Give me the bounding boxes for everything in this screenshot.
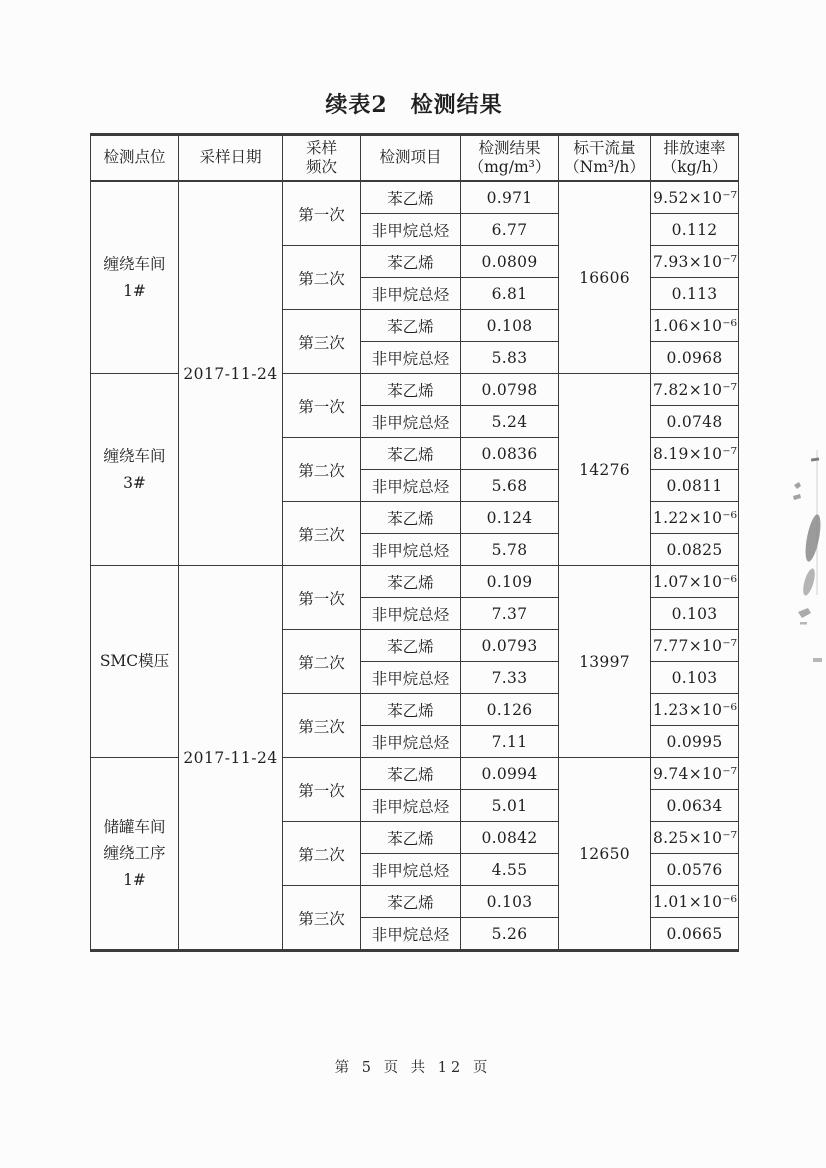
standard-dry-flow-cell — [559, 374, 651, 566]
sampling-frequency-cell — [283, 374, 361, 438]
emission-rate-cell-line: 0.103 — [671, 668, 718, 687]
detection-result-cell — [461, 181, 559, 214]
detection-result-cell-line: 0.124 — [486, 508, 533, 527]
emission-rate-cell — [651, 694, 739, 726]
detection-item-cell-line: 非甲烷总烃 — [371, 541, 450, 560]
detection-result-cell — [461, 470, 559, 502]
column-header-4 — [461, 135, 559, 182]
header-row — [91, 135, 739, 182]
emission-rate-cell-line: 0.0825 — [666, 540, 723, 559]
sampling-date-cell — [179, 181, 283, 566]
detection-item-cell-line: 非甲烷总烃 — [371, 605, 450, 624]
detection-item-cell-line: 非甲烷总烃 — [371, 349, 450, 368]
detection-result-cell-line: 7.37 — [491, 604, 528, 623]
detection-result-cell — [461, 438, 559, 470]
detection-item-cell-line: 非甲烷总烃 — [371, 413, 450, 432]
detection-item-cell — [361, 662, 461, 694]
column-header-1-line: 采样日期 — [199, 148, 262, 167]
detection-item-cell — [361, 854, 461, 886]
detection-result-cell — [461, 886, 559, 918]
emission-rate-cell-line: 0.0576 — [666, 860, 723, 879]
table-row — [91, 181, 739, 214]
monitoring-point-cell-line: 缠绕车间 — [103, 255, 166, 274]
detection-item-cell — [361, 310, 461, 342]
standard-dry-flow-cell — [559, 566, 651, 758]
emission-rate-cell — [651, 566, 739, 598]
detection-result-cell-line: 0.0798 — [481, 380, 538, 399]
sampling-frequency-cell-line: 第一次 — [298, 397, 345, 416]
standard-dry-flow-cell-line: 14276 — [579, 460, 630, 479]
column-header-4-line: 检测结果 — [478, 138, 541, 157]
detection-item-cell — [361, 374, 461, 406]
detection-result-cell — [461, 790, 559, 822]
sampling-frequency-cell-line: 第三次 — [298, 717, 345, 736]
detection-item-cell-line: 非甲烷总烃 — [371, 797, 450, 816]
monitoring-point-cell-line: SMC模压 — [99, 652, 170, 671]
detection-result-cell — [461, 630, 559, 662]
monitoring-point-cell-line: 1# — [123, 870, 146, 889]
sampling-frequency-cell — [283, 438, 361, 502]
column-header-0-line: 检测点位 — [103, 148, 166, 167]
standard-dry-flow-cell — [559, 758, 651, 951]
detection-result-cell — [461, 406, 559, 438]
detection-item-cell-line: 苯乙烯 — [387, 637, 434, 656]
emission-rate-cell-line: 1.01×10⁻⁶ — [653, 892, 738, 911]
detection-result-cell — [461, 822, 559, 854]
sampling-frequency-cell-line: 第三次 — [298, 909, 345, 928]
sampling-frequency-cell — [283, 758, 361, 822]
sampling-date-cell-line: 2017-11-24 — [183, 748, 278, 767]
monitoring-point-cell-line: 缠绕工序 — [103, 844, 166, 863]
column-header-5 — [559, 135, 651, 182]
emission-rate-cell — [651, 278, 739, 310]
emission-rate-cell — [651, 181, 739, 214]
emission-rate-cell-line: 9.52×10⁻⁷ — [653, 188, 738, 207]
detection-result-cell — [461, 246, 559, 278]
detection-item-cell — [361, 342, 461, 374]
sampling-frequency-cell — [283, 310, 361, 374]
detection-item-cell — [361, 470, 461, 502]
standard-dry-flow-cell — [559, 181, 651, 374]
page-title: 续表2 检测结果 — [325, 92, 503, 118]
results-table-header — [91, 135, 739, 182]
detection-result-cell-line: 7.11 — [491, 732, 528, 751]
detection-result-cell-line: 6.77 — [491, 220, 528, 239]
detection-item-cell-line: 苯乙烯 — [387, 573, 434, 592]
detection-result-cell-line: 4.55 — [491, 860, 528, 879]
results-table-body — [91, 181, 739, 951]
detection-result-cell-line: 5.68 — [491, 476, 528, 495]
detection-result-cell — [461, 310, 559, 342]
standard-dry-flow-cell-line: 13997 — [579, 652, 630, 671]
emission-rate-cell — [651, 886, 739, 918]
detection-item-cell — [361, 790, 461, 822]
detection-item-cell — [361, 534, 461, 566]
emission-rate-cell — [651, 246, 739, 278]
sampling-frequency-cell-line: 第一次 — [298, 589, 345, 608]
detection-item-cell-line: 苯乙烯 — [387, 509, 434, 528]
emission-rate-cell-line: 0.0968 — [666, 348, 723, 367]
emission-rate-cell — [651, 342, 739, 374]
emission-rate-cell — [651, 790, 739, 822]
detection-item-cell-line: 苯乙烯 — [387, 317, 434, 336]
emission-rate-cell — [651, 822, 739, 854]
emission-rate-cell-line: 1.07×10⁻⁶ — [653, 572, 738, 591]
emission-rate-cell — [651, 502, 739, 534]
detection-result-cell — [461, 374, 559, 406]
sampling-date-cell-line: 2017-11-24 — [183, 364, 278, 383]
detection-result-cell-line: 0.0994 — [481, 764, 538, 783]
detection-result-cell — [461, 534, 559, 566]
detection-result-cell-line: 0.108 — [486, 316, 533, 335]
detection-item-cell — [361, 214, 461, 246]
emission-rate-cell-line: 8.19×10⁻⁷ — [653, 444, 738, 463]
detection-item-cell — [361, 502, 461, 534]
sampling-frequency-cell-line: 第二次 — [298, 845, 345, 864]
detection-result-cell — [461, 502, 559, 534]
detection-item-cell-line: 苯乙烯 — [387, 253, 434, 272]
standard-dry-flow-cell-line: 12650 — [579, 844, 630, 863]
emission-rate-cell-line: 8.25×10⁻⁷ — [653, 828, 738, 847]
detection-item-cell-line: 苯乙烯 — [387, 189, 434, 208]
detection-item-cell-line: 苯乙烯 — [387, 701, 434, 720]
detection-item-cell-line: 非甲烷总烃 — [371, 925, 450, 944]
emission-rate-cell-line: 1.23×10⁻⁶ — [653, 700, 738, 719]
sampling-frequency-cell-line: 第三次 — [298, 333, 345, 352]
detection-result-cell — [461, 694, 559, 726]
column-header-3 — [361, 135, 461, 182]
detection-result-cell-line: 5.24 — [491, 412, 528, 431]
emission-rate-cell — [651, 854, 739, 886]
scan-artifact — [780, 430, 826, 670]
emission-rate-cell — [651, 918, 739, 951]
emission-rate-cell — [651, 438, 739, 470]
detection-item-cell — [361, 598, 461, 630]
emission-rate-cell — [651, 662, 739, 694]
detection-result-cell-line: 0.971 — [486, 188, 533, 207]
detection-result-cell-line: 0.0842 — [481, 828, 538, 847]
sampling-date-cell — [179, 566, 283, 951]
emission-rate-cell — [651, 310, 739, 342]
emission-rate-cell — [651, 406, 739, 438]
emission-rate-cell-line: 0.113 — [671, 284, 718, 303]
column-header-2-line: 频次 — [305, 158, 337, 176]
detection-result-cell-line: 7.33 — [491, 668, 528, 687]
detection-result-cell-line: 5.78 — [491, 540, 528, 559]
emission-rate-cell-line: 7.77×10⁻⁷ — [653, 636, 738, 655]
emission-rate-cell — [651, 214, 739, 246]
sampling-frequency-cell — [283, 566, 361, 630]
detection-item-cell — [361, 246, 461, 278]
detection-result-cell — [461, 598, 559, 630]
detection-item-cell — [361, 566, 461, 598]
emission-rate-cell — [651, 534, 739, 566]
detection-item-cell — [361, 181, 461, 214]
emission-rate-cell-line: 7.93×10⁻⁷ — [653, 252, 738, 271]
emission-rate-cell — [651, 726, 739, 758]
emission-rate-cell — [651, 470, 739, 502]
emission-rate-cell-line: 0.0811 — [666, 476, 723, 495]
detection-result-cell-line: 0.126 — [486, 700, 533, 719]
detection-item-cell — [361, 918, 461, 951]
detection-item-cell — [361, 438, 461, 470]
monitoring-point-cell-line: 1# — [123, 281, 146, 300]
sampling-frequency-cell — [283, 181, 361, 246]
emission-rate-cell-line: 1.06×10⁻⁶ — [653, 316, 738, 335]
emission-rate-cell-line: 0.103 — [671, 604, 718, 623]
detection-result-cell-line: 0.0809 — [481, 252, 538, 271]
sampling-frequency-cell — [283, 694, 361, 758]
emission-rate-cell-line: 0.0748 — [666, 412, 723, 431]
column-header-0 — [91, 135, 179, 182]
detection-item-cell-line: 非甲烷总烃 — [371, 285, 450, 304]
monitoring-point-cell-line: 缠绕车间 — [103, 447, 166, 466]
detection-item-cell — [361, 694, 461, 726]
detection-result-cell — [461, 342, 559, 374]
detection-result-cell-line: 5.01 — [491, 796, 528, 815]
sampling-frequency-cell-line: 第一次 — [298, 205, 345, 224]
detection-result-cell-line: 5.26 — [491, 924, 528, 943]
page-number: 第 5 页 共 12 页 — [334, 1060, 492, 1076]
sampling-frequency-cell-line: 第二次 — [298, 653, 345, 672]
detection-result-cell-line: 0.103 — [486, 892, 533, 911]
detection-item-cell — [361, 406, 461, 438]
emission-rate-cell-line: 0.0665 — [666, 924, 723, 943]
column-header-6-line: 排放速率 — [663, 138, 726, 157]
emission-rate-cell — [651, 598, 739, 630]
column-header-1 — [179, 135, 283, 182]
results-table — [90, 133, 739, 952]
detection-item-cell — [361, 726, 461, 758]
detection-result-cell — [461, 758, 559, 790]
detection-item-cell-line: 非甲烷总烃 — [371, 669, 450, 688]
detection-item-cell-line: 非甲烷总烃 — [371, 221, 450, 240]
emission-rate-cell — [651, 374, 739, 406]
detection-item-cell-line: 非甲烷总烃 — [371, 861, 450, 880]
standard-dry-flow-cell-line: 16606 — [579, 268, 630, 287]
detection-result-cell — [461, 854, 559, 886]
detection-result-cell-line: 0.0836 — [481, 444, 538, 463]
column-header-5-line: （Nm³/h） — [564, 158, 645, 176]
detection-item-cell-line: 苯乙烯 — [387, 381, 434, 400]
emission-rate-cell-line: 1.22×10⁻⁶ — [653, 508, 738, 527]
emission-rate-cell-line: 9.74×10⁻⁷ — [653, 764, 738, 783]
sampling-frequency-cell — [283, 822, 361, 886]
emission-rate-cell — [651, 630, 739, 662]
detection-item-cell — [361, 758, 461, 790]
sampling-frequency-cell — [283, 502, 361, 566]
detection-result-cell-line: 0.0793 — [481, 636, 538, 655]
column-header-6-line: （kg/h） — [661, 158, 728, 176]
sampling-frequency-cell-line: 第一次 — [298, 781, 345, 800]
table-row — [91, 566, 739, 598]
column-header-3-line: 检测项目 — [379, 148, 442, 167]
column-header-2 — [283, 135, 361, 182]
detection-result-cell — [461, 278, 559, 310]
sampling-frequency-cell-line: 第二次 — [298, 269, 345, 288]
emission-rate-cell-line: 0.112 — [671, 220, 718, 239]
sampling-frequency-cell — [283, 886, 361, 951]
monitoring-point-cell — [91, 181, 179, 374]
detection-result-cell — [461, 726, 559, 758]
detection-item-cell-line: 苯乙烯 — [387, 765, 434, 784]
emission-rate-cell-line: 7.82×10⁻⁷ — [653, 380, 738, 399]
detection-item-cell — [361, 630, 461, 662]
column-header-2-line: 采样 — [305, 138, 337, 157]
detection-item-cell — [361, 886, 461, 918]
monitoring-point-cell — [91, 566, 179, 758]
sampling-frequency-cell — [283, 630, 361, 694]
detection-item-cell-line: 苯乙烯 — [387, 893, 434, 912]
detection-item-cell — [361, 278, 461, 310]
detection-item-cell-line: 苯乙烯 — [387, 445, 434, 464]
results-table-wrapper — [90, 133, 739, 952]
monitoring-point-cell-line: 3# — [123, 473, 146, 492]
emission-rate-cell — [651, 758, 739, 790]
detection-item-cell-line: 苯乙烯 — [387, 829, 434, 848]
emission-rate-cell-line: 0.0995 — [666, 732, 723, 751]
detection-result-cell-line: 0.109 — [486, 572, 533, 591]
detection-item-cell-line: 非甲烷总烃 — [371, 477, 450, 496]
sampling-frequency-cell — [283, 246, 361, 310]
detection-item-cell-line: 非甲烷总烃 — [371, 733, 450, 752]
monitoring-point-cell-line: 储罐车间 — [103, 817, 166, 836]
sampling-frequency-cell-line: 第二次 — [298, 461, 345, 480]
column-header-4-line: （mg/m³） — [468, 158, 551, 176]
emission-rate-cell-line: 0.0634 — [666, 796, 723, 815]
monitoring-point-cell — [91, 374, 179, 566]
detection-result-cell-line: 5.83 — [491, 348, 528, 367]
sampling-frequency-cell-line: 第三次 — [298, 525, 345, 544]
column-header-6 — [651, 135, 739, 182]
monitoring-point-cell — [91, 758, 179, 951]
column-header-5-line: 标干流量 — [573, 138, 636, 157]
detection-result-cell — [461, 918, 559, 951]
detection-item-cell — [361, 822, 461, 854]
detection-result-cell-line: 6.81 — [491, 284, 528, 303]
detection-result-cell — [461, 566, 559, 598]
detection-result-cell — [461, 214, 559, 246]
detection-result-cell — [461, 662, 559, 694]
